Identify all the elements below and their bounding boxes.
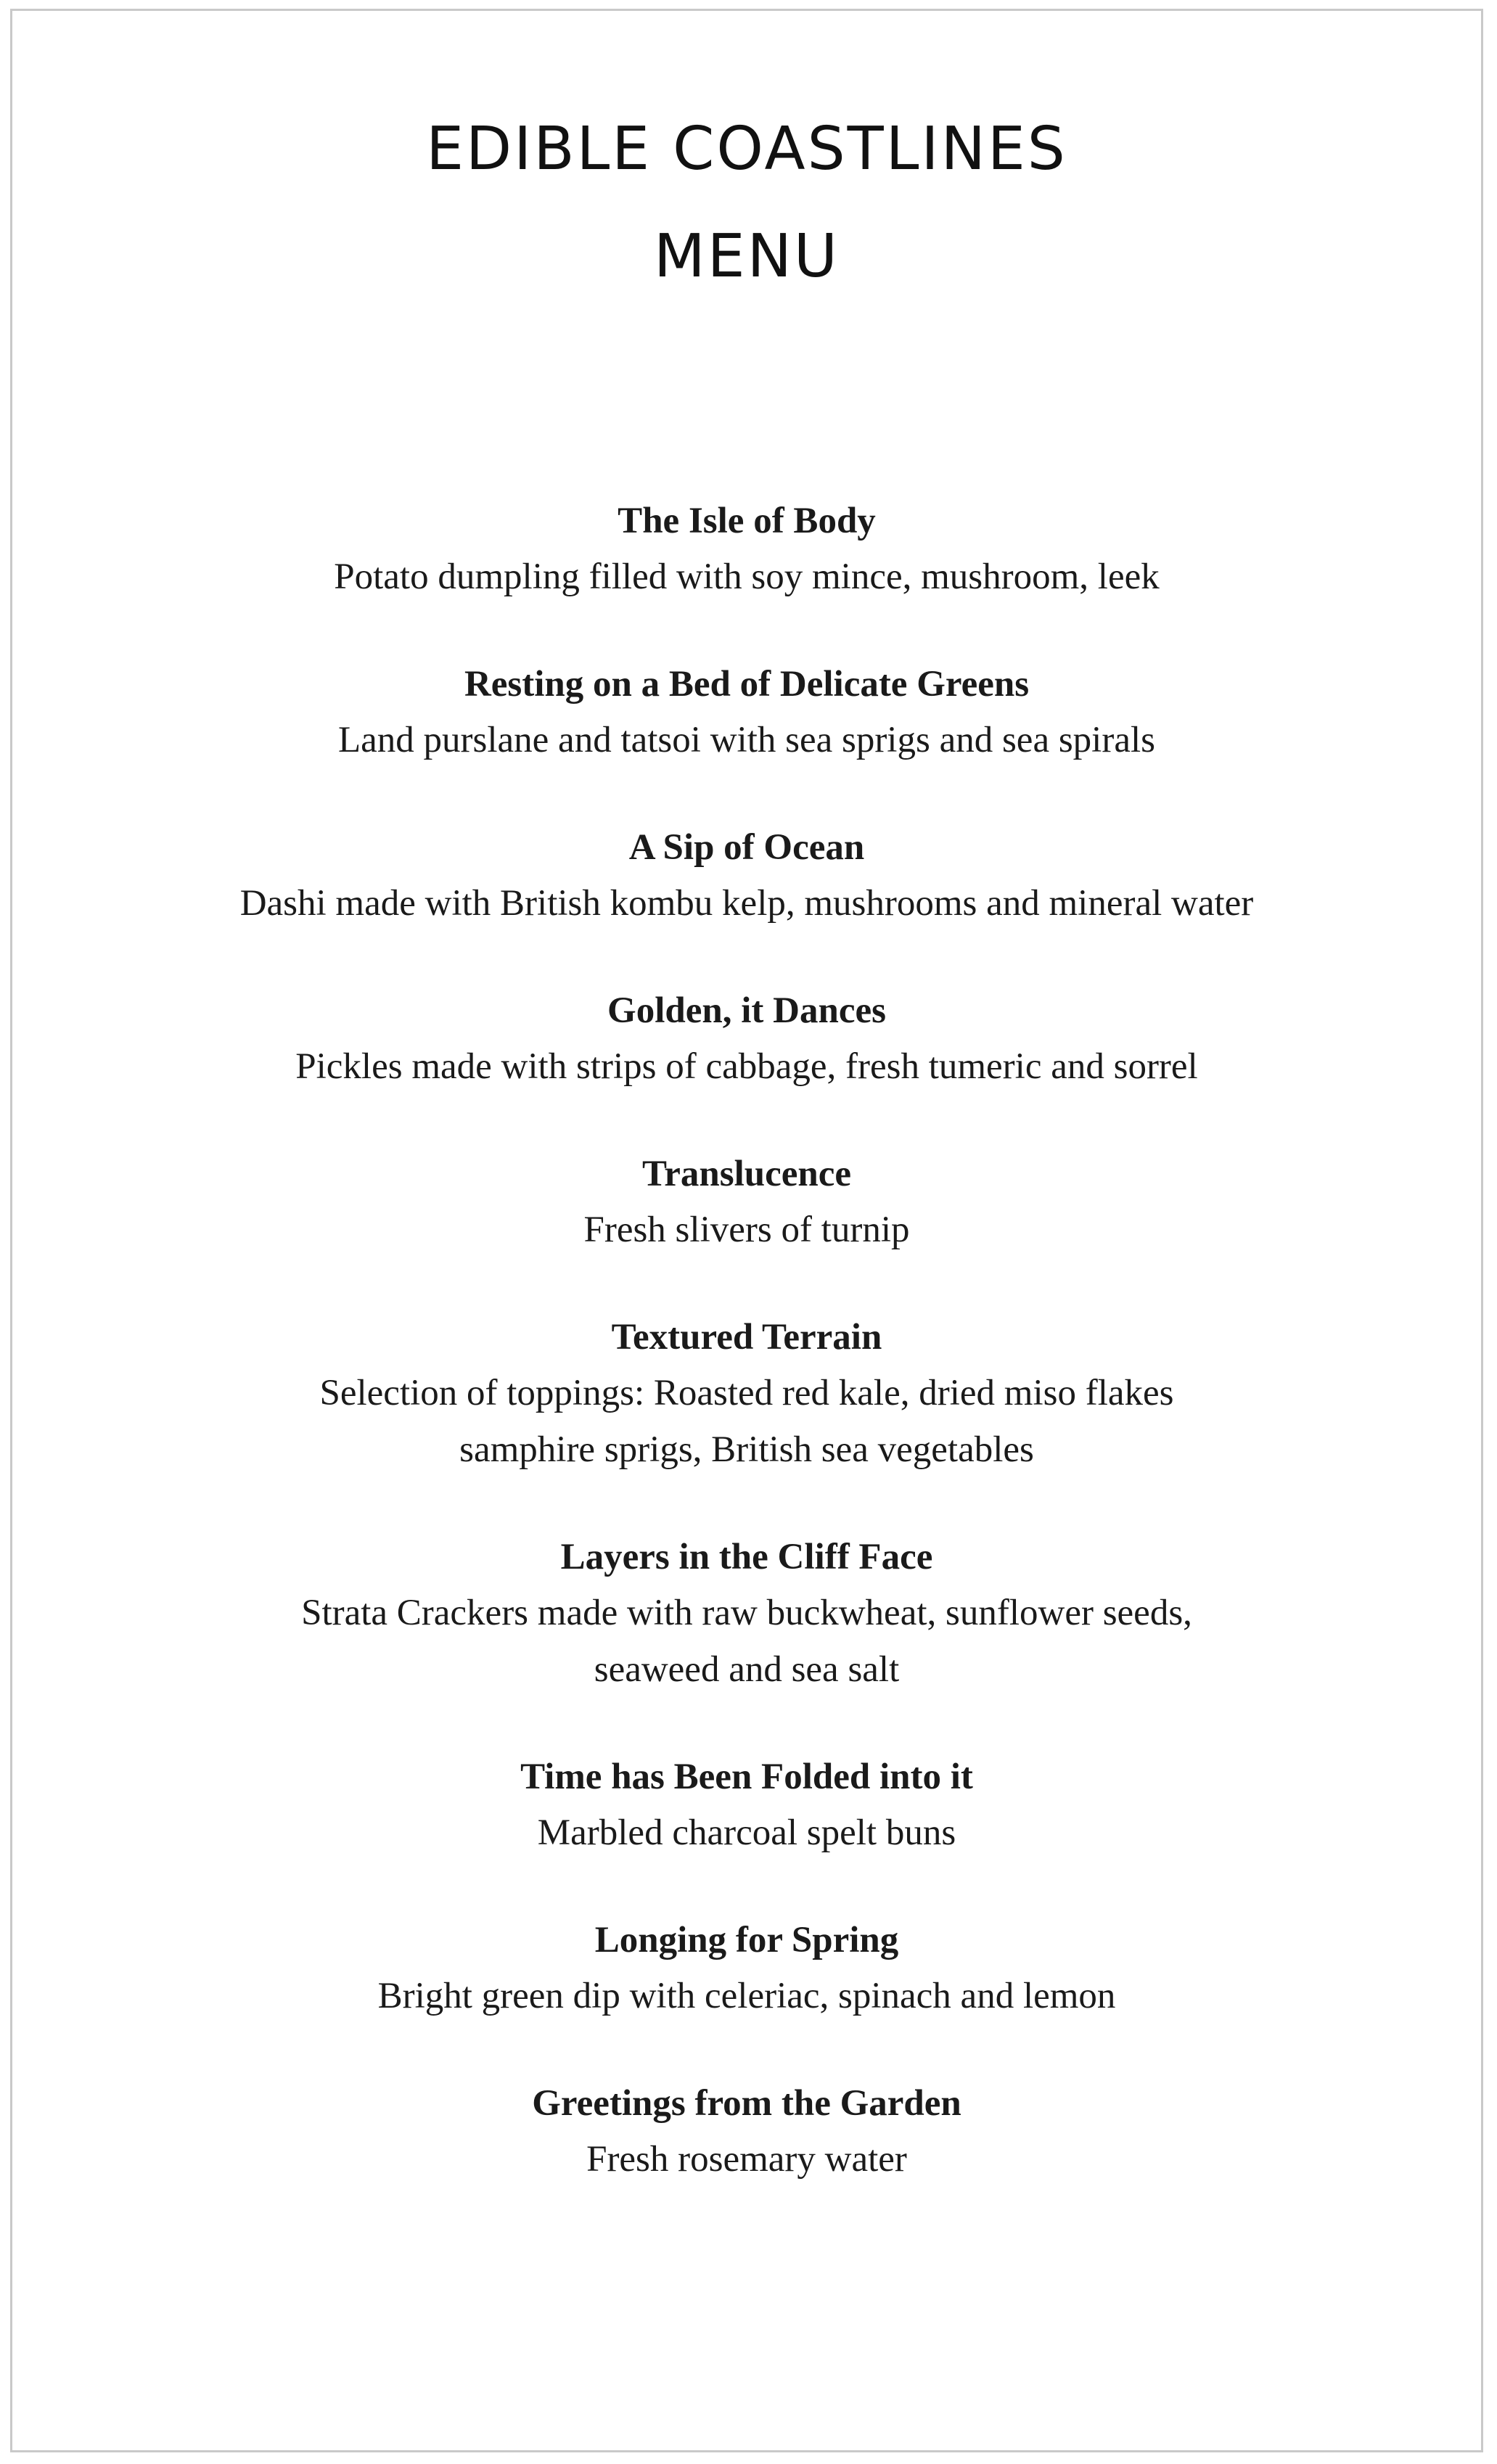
menu-item-name: Translucence [641, 1154, 852, 1194]
menu-item-description: Marbled charcoal spelt buns [537, 1812, 956, 1853]
menu-item [12, 983, 1481, 1095]
menu-item [12, 493, 1481, 605]
menu-item [12, 1310, 1481, 1478]
menu-item-name: Textured Terrain [611, 1317, 882, 1358]
menu-item-name: Resting on a Bed of Delicate Greens [464, 664, 1030, 705]
menu-item-name: Time has Been Folded into it [520, 1757, 973, 1797]
menu-item-description: Fresh rosemary water [586, 2139, 907, 2180]
menu-item-description: samphire sprigs, British sea vegetables [459, 1429, 1034, 1470]
menu-subtitle: MENU [654, 222, 840, 291]
menu-item-description: Dashi made with British kombu kelp, mushrooms and mineral water [239, 883, 1254, 924]
menu-card [10, 9, 1483, 2452]
menu-item-description: Bright green dip with celeriac, spinach and lemon [377, 1976, 1116, 2016]
menu-item-name: Longing for Spring [594, 1920, 899, 1960]
menu-item-description: seaweed and sea salt [594, 1649, 900, 1690]
menu-item-name: Layers in the Cliff Face [560, 1537, 933, 1577]
menu-item-description: Land purslane and tatsoi with sea sprigs and sea spirals [338, 720, 1155, 760]
menu-item-name: Greetings from the Garden [532, 2083, 961, 2124]
menu-item-name: The Isle of Body [618, 501, 876, 541]
menu-item [12, 820, 1481, 932]
menu-item [12, 657, 1481, 768]
menu-item [12, 1913, 1481, 2024]
menu-item [12, 2076, 1481, 2188]
menu-item-description: Pickles made with strips of cabbage, fresh tumeric and sorrel [295, 1046, 1198, 1087]
menu-item-description: Potato dumpling filled with soy mince, mushroom, leek [334, 557, 1160, 597]
menu-title: EDIBLE COASTLINES [426, 115, 1067, 184]
menu-item-description: Fresh slivers of turnip [583, 1210, 910, 1250]
menu-item [12, 1749, 1481, 1861]
menu-item-description: Strata Crackers made with raw buckwheat, sunflower seeds, [301, 1593, 1192, 1633]
menu-item [12, 1146, 1481, 1258]
menu-item [12, 1529, 1481, 1698]
menu-items [12, 493, 1481, 2239]
menu-item-name: Golden, it Dances [607, 990, 886, 1031]
menu-item-description: Selection of toppings: Roasted red kale, dried miso flakes [319, 1373, 1174, 1413]
menu-item-name: A Sip of Ocean [628, 827, 865, 868]
